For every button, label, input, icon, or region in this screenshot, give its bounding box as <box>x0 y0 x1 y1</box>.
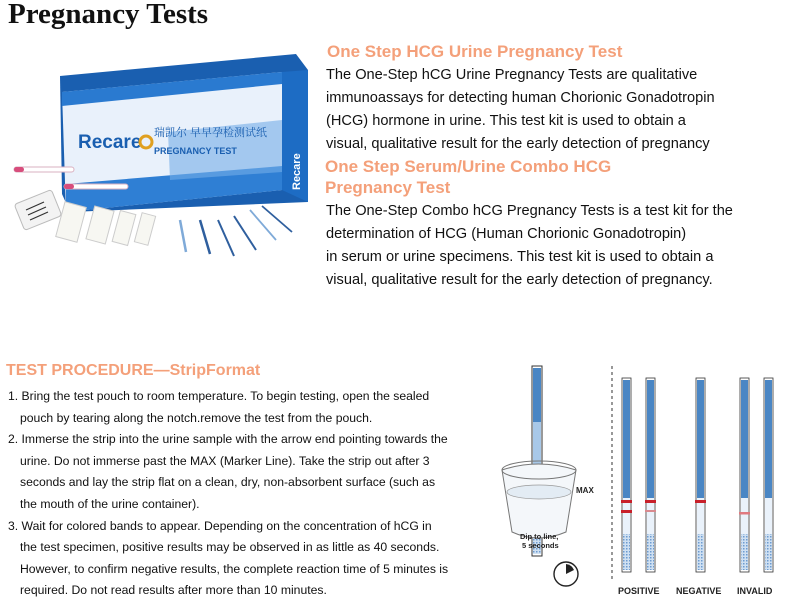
step3-line: However, to confirm negative results, the complete reaction time of 5 minutes is <box>20 561 449 576</box>
box-brand-text: Recare <box>78 132 142 153</box>
negative-label: NEGATIVE <box>676 586 722 596</box>
section2-title-line1: One Step Serum/Urine Combo HCG <box>325 157 612 176</box>
section1-line: (HCG) hormone in urine. This test kit is used to obtain a <box>326 113 686 129</box>
section2-title-line2: Pregnancy Test <box>325 178 451 197</box>
procedure-title: TEST PROCEDURE—StripFormat <box>6 362 261 379</box>
control-band <box>621 500 632 503</box>
positive-strips <box>621 378 656 572</box>
step2-line: the mouth of the urine container). <box>20 496 200 511</box>
section1-line: The One-Step hCG Urine Pregnancy Tests are qualitative <box>326 67 698 83</box>
test-band-only <box>739 512 750 515</box>
test-card-2 <box>86 206 114 244</box>
strip-4 <box>234 216 256 250</box>
negative-strip <box>695 378 706 572</box>
step2-line: 2. Immerse the strip into the urine sample with the arrow end pointing towards the <box>8 432 448 447</box>
step3-line: the test specimen, positive results may be observed in as little as 40 seconds. <box>20 540 440 555</box>
section1-body <box>326 64 796 156</box>
dip-label-line2: 5 seconds <box>522 541 559 550</box>
test-card-4 <box>134 213 155 246</box>
control-band <box>695 500 706 503</box>
dip-label-line1: Dip to line, <box>520 532 559 541</box>
step3-line: 3. Wait for colored bands to appear. Depending on the concentration of hCG in <box>8 518 432 533</box>
test-card-3 <box>112 210 136 245</box>
max-label: MAX <box>576 486 594 495</box>
test-card-1 <box>56 202 87 242</box>
section1-line: visual, qualitative result for the early detection of pregnancy <box>326 136 710 152</box>
section1-title: One Step HCG Urine Pregnancy Test <box>327 42 623 61</box>
section2-line: visual, qualitative result for the early detection of pregnancy. <box>326 272 713 288</box>
step1-line: pouch by tearing along the notch.remove the test from the pouch. <box>20 410 373 425</box>
box-side-brand: Recare <box>291 153 303 190</box>
invalid-label: INVALID <box>737 586 773 596</box>
section2-title <box>325 156 685 198</box>
positive-label: POSITIVE <box>618 586 660 596</box>
test-band-faint <box>645 510 656 512</box>
invalid-strips <box>739 378 773 572</box>
urine-cup <box>502 464 576 538</box>
page-title: Pregnancy Tests <box>8 0 209 30</box>
control-band <box>645 500 656 503</box>
test-band <box>621 510 632 513</box>
strip-2 <box>200 220 210 254</box>
section2-line: determination of HCG (Human Chorionic Gonadotropin) <box>326 226 687 242</box>
box-subtitle-text: PREGNANCY TEST <box>154 146 237 156</box>
product-image <box>0 44 318 276</box>
section2-line: The One-Step Combo hCG Pregnancy Tests is a test kit for the <box>326 203 733 219</box>
step3-line: required. Do not read results after more than 10 minutes. <box>20 583 327 598</box>
strip-3 <box>218 220 234 256</box>
section2-line: in serum or urine specimens. This test kit is used to obtain a <box>326 249 714 265</box>
step2-line: seconds and lay the strip flat on a clean, dry, non-absorbent surface (such as <box>20 475 436 490</box>
step2-line: urine. Do not immerse past the MAX (Marker Line). Take the strip out after 3 <box>20 453 430 468</box>
box-chinese-text: 瑞凯尔 早早孕检测试纸 <box>154 127 268 139</box>
procedure-steps <box>8 386 478 602</box>
section2-body <box>326 200 796 292</box>
strip-1 <box>180 220 186 252</box>
section1-line: immunoassays for detecting human Chorionic Gonadotropin <box>326 90 715 106</box>
procedure-diagram <box>494 362 794 598</box>
step1-line: 1. Bring the test pouch to room temperature. To begin testing, open the sealed <box>8 389 430 403</box>
dip-strip-handle <box>533 368 541 422</box>
